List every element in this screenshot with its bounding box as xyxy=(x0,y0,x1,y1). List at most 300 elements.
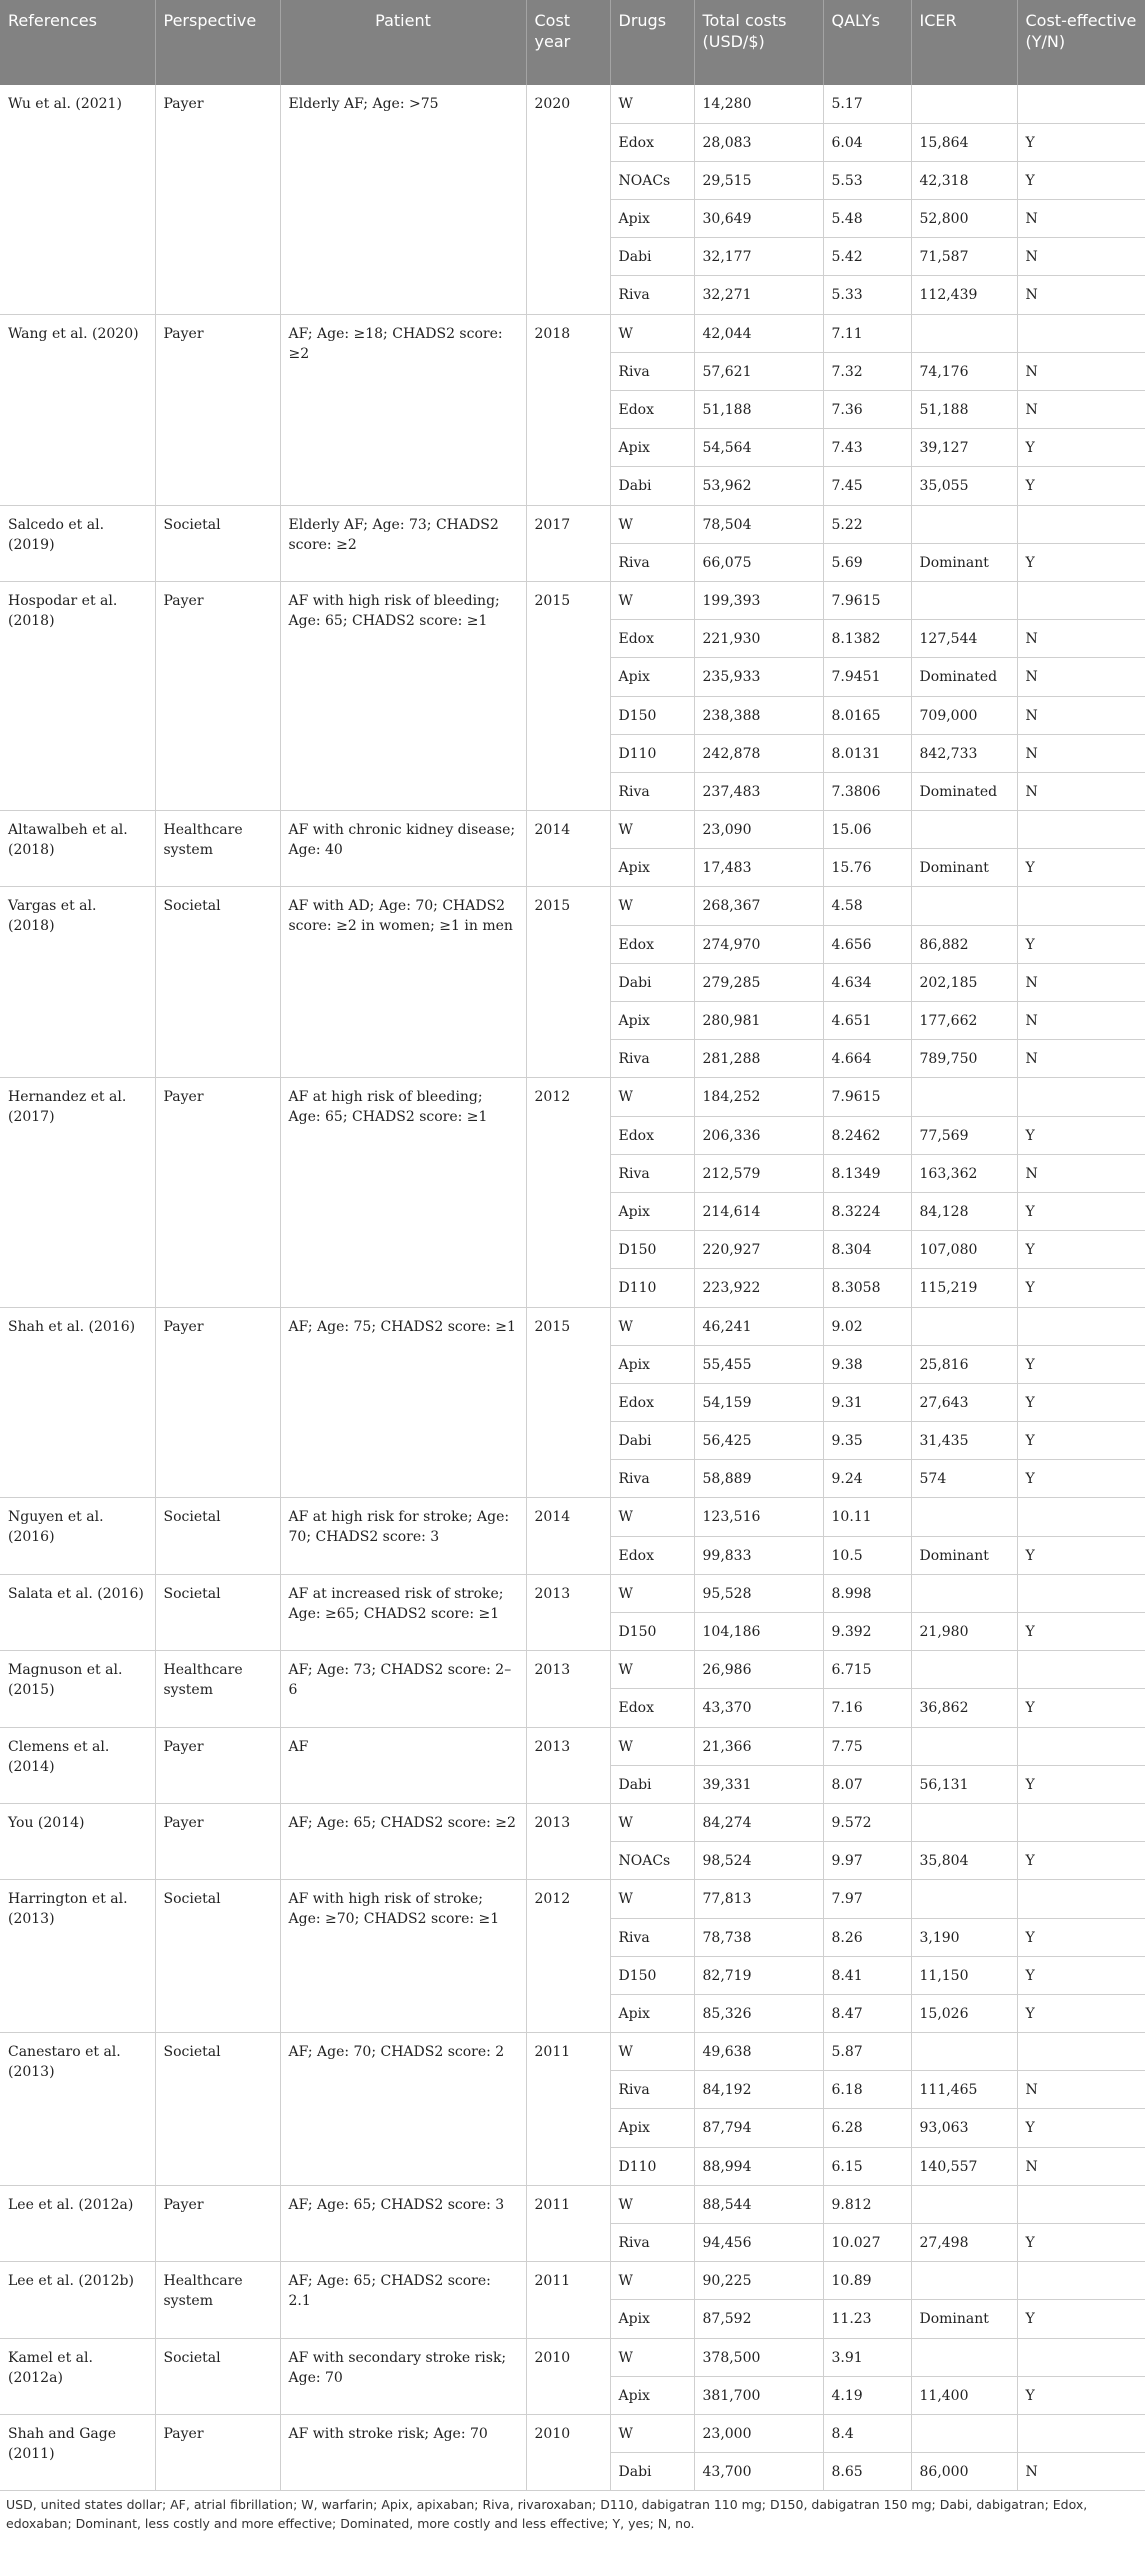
reference-cell: Clemens et al. (2014) xyxy=(0,1727,155,1803)
total-cost-cell: 238,388 xyxy=(694,696,823,734)
table-row xyxy=(0,2185,1145,2223)
qalys-cell: 8.26 xyxy=(823,1918,911,1956)
total-cost-cell: 88,994 xyxy=(694,2147,823,2185)
perspective-cell: Societal xyxy=(155,505,280,581)
patient-cell: AF with AD; Age: 70; CHADS2 score: ≥2 in women; ≥1 in men xyxy=(280,887,526,1078)
reference-cell: Vargas et al. (2018) xyxy=(0,887,155,1078)
total-cost-cell: 14,280 xyxy=(694,85,823,123)
qalys-cell: 8.1382 xyxy=(823,620,911,658)
header-drugs: Drugs xyxy=(610,0,694,85)
total-cost-cell: 87,794 xyxy=(694,2109,823,2147)
total-cost-cell: 214,614 xyxy=(694,1192,823,1230)
cost-effective-cell xyxy=(1017,1498,1145,1536)
total-cost-cell: 32,177 xyxy=(694,238,823,276)
icer-cell xyxy=(911,85,1017,123)
table-row xyxy=(0,314,1145,352)
total-cost-cell: 95,528 xyxy=(694,1574,823,1612)
drug-cell: Riva xyxy=(610,352,694,390)
drug-cell: Riva xyxy=(610,2071,694,2109)
header-cost-effective: Cost-effective (Y/N) xyxy=(1017,0,1145,85)
icer-cell: 51,188 xyxy=(911,391,1017,429)
total-cost-cell: 78,738 xyxy=(694,1918,823,1956)
perspective-cell: Payer xyxy=(155,1727,280,1803)
icer-cell xyxy=(911,2185,1017,2223)
icer-cell: 27,498 xyxy=(911,2224,1017,2262)
reference-cell: Lee et al. (2012a) xyxy=(0,2185,155,2261)
table-row xyxy=(0,85,1145,123)
total-cost-cell: 66,075 xyxy=(694,543,823,581)
drug-cell: Riva xyxy=(610,1918,694,1956)
cost-effective-cell xyxy=(1017,1651,1145,1689)
cost-effective-cell: N xyxy=(1017,1040,1145,1078)
icer-cell xyxy=(911,1803,1017,1841)
cost-year-cell: 2018 xyxy=(526,314,610,505)
drug-cell: Edox xyxy=(610,620,694,658)
drug-cell: Edox xyxy=(610,925,694,963)
total-cost-cell: 280,981 xyxy=(694,1002,823,1040)
drug-cell: W xyxy=(610,2262,694,2300)
cost-year-cell: 2013 xyxy=(526,1727,610,1803)
icer-cell: 36,862 xyxy=(911,1689,1017,1727)
cost-year-cell: 2013 xyxy=(526,1651,610,1727)
reference-cell: Salcedo et al. (2019) xyxy=(0,505,155,581)
qalys-cell: 4.651 xyxy=(823,1002,911,1040)
drug-cell: Riva xyxy=(610,543,694,581)
reference-cell: Altawalbeh et al. (2018) xyxy=(0,811,155,887)
header-qalys: QALYs xyxy=(823,0,911,85)
qalys-cell: 8.304 xyxy=(823,1231,911,1269)
icer-cell xyxy=(911,1498,1017,1536)
total-cost-cell: 28,083 xyxy=(694,123,823,161)
perspective-cell: Societal xyxy=(155,2338,280,2414)
patient-cell: AF with chronic kidney disease; Age: 40 xyxy=(280,811,526,887)
drug-cell: W xyxy=(610,1803,694,1841)
drug-cell: W xyxy=(610,505,694,543)
drug-cell: D110 xyxy=(610,1269,694,1307)
perspective-cell: Payer xyxy=(155,2185,280,2261)
perspective-cell: Societal xyxy=(155,1880,280,2033)
drug-cell: NOACs xyxy=(610,1842,694,1880)
total-cost-cell: 199,393 xyxy=(694,581,823,619)
drug-cell: D150 xyxy=(610,1613,694,1651)
icer-cell xyxy=(911,2033,1017,2071)
cost-effective-cell xyxy=(1017,1803,1145,1841)
icer-cell xyxy=(911,1574,1017,1612)
drug-cell: Apix xyxy=(610,2376,694,2414)
qalys-cell: 8.41 xyxy=(823,1956,911,1994)
drug-cell: Dabi xyxy=(610,238,694,276)
icer-cell: 56,131 xyxy=(911,1765,1017,1803)
icer-cell: Dominated xyxy=(911,772,1017,810)
qalys-cell: 8.3224 xyxy=(823,1192,911,1230)
icer-cell: 107,080 xyxy=(911,1231,1017,1269)
patient-cell: AF with high risk of bleeding; Age: 65; CHADS2 score: ≥1 xyxy=(280,581,526,810)
drug-cell: Riva xyxy=(610,1460,694,1498)
icer-cell: Dominant xyxy=(911,1536,1017,1574)
cost-effective-cell xyxy=(1017,1727,1145,1765)
patient-cell: Elderly AF; Age: 73; CHADS2 score: ≥2 xyxy=(280,505,526,581)
cost-year-cell: 2013 xyxy=(526,1574,610,1650)
cost-effective-cell xyxy=(1017,2338,1145,2376)
cost-effective-cell: Y xyxy=(1017,1269,1145,1307)
cost-effective-cell: Y xyxy=(1017,2300,1145,2338)
qalys-cell: 8.47 xyxy=(823,1994,911,2032)
icer-cell: 21,980 xyxy=(911,1613,1017,1651)
qalys-cell: 7.11 xyxy=(823,314,911,352)
table-header xyxy=(0,0,1145,85)
total-cost-cell: 43,700 xyxy=(694,2453,823,2491)
drug-cell: Dabi xyxy=(610,2453,694,2491)
cost-effective-cell: Y xyxy=(1017,1956,1145,1994)
patient-cell: AF at high risk of bleeding; Age: 65; CHADS2 score: ≥1 xyxy=(280,1078,526,1307)
drug-cell: Dabi xyxy=(610,963,694,1001)
drug-cell: Edox xyxy=(610,391,694,429)
total-cost-cell: 58,889 xyxy=(694,1460,823,1498)
drug-cell: Dabi xyxy=(610,467,694,505)
reference-cell: Harrington et al. (2013) xyxy=(0,1880,155,2033)
qalys-cell: 6.28 xyxy=(823,2109,911,2147)
qalys-cell: 8.4 xyxy=(823,2414,911,2452)
icer-cell: 15,864 xyxy=(911,123,1017,161)
total-cost-cell: 279,285 xyxy=(694,963,823,1001)
total-cost-cell: 57,621 xyxy=(694,352,823,390)
reference-cell: Magnuson et al. (2015) xyxy=(0,1651,155,1727)
qalys-cell: 9.31 xyxy=(823,1383,911,1421)
total-cost-cell: 90,225 xyxy=(694,2262,823,2300)
patient-cell: Elderly AF; Age: >75 xyxy=(280,85,526,314)
cost-effective-cell: N xyxy=(1017,238,1145,276)
icer-cell: 71,587 xyxy=(911,238,1017,276)
cost-year-cell: 2017 xyxy=(526,505,610,581)
qalys-cell: 7.32 xyxy=(823,352,911,390)
icer-cell xyxy=(911,2414,1017,2452)
header-total-costs: Total costs (USD/$) xyxy=(694,0,823,85)
cost-year-cell: 2015 xyxy=(526,581,610,810)
cost-effective-cell xyxy=(1017,85,1145,123)
cost-effective-cell: Y xyxy=(1017,2376,1145,2414)
patient-cell: AF; Age: 75; CHADS2 score: ≥1 xyxy=(280,1307,526,1498)
qalys-cell: 5.17 xyxy=(823,85,911,123)
total-cost-cell: 54,564 xyxy=(694,429,823,467)
perspective-cell: Payer xyxy=(155,1078,280,1307)
cost-year-cell: 2012 xyxy=(526,1078,610,1307)
cost-year-cell: 2014 xyxy=(526,1498,610,1574)
drug-cell: Edox xyxy=(610,1383,694,1421)
patient-cell: AF; Age: 73; CHADS2 score: 2–6 xyxy=(280,1651,526,1727)
qalys-cell: 7.75 xyxy=(823,1727,911,1765)
table-row xyxy=(0,2338,1145,2376)
table-row xyxy=(0,1498,1145,1536)
qalys-cell: 9.38 xyxy=(823,1345,911,1383)
qalys-cell: 10.11 xyxy=(823,1498,911,1536)
icer-cell xyxy=(911,887,1017,925)
qalys-cell: 4.664 xyxy=(823,1040,911,1078)
cost-effective-cell: N xyxy=(1017,963,1145,1001)
table-row xyxy=(0,1574,1145,1612)
cost-effective-cell: Y xyxy=(1017,1689,1145,1727)
cost-effective-cell: N xyxy=(1017,658,1145,696)
table-row xyxy=(0,2262,1145,2300)
total-cost-cell: 268,367 xyxy=(694,887,823,925)
table-row xyxy=(0,1727,1145,1765)
drug-cell: Apix xyxy=(610,1192,694,1230)
total-cost-cell: 381,700 xyxy=(694,2376,823,2414)
table-row xyxy=(0,1880,1145,1918)
total-cost-cell: 30,649 xyxy=(694,200,823,238)
drug-cell: W xyxy=(610,1574,694,1612)
cost-year-cell: 2013 xyxy=(526,1803,610,1879)
patient-cell: AF; Age: 70; CHADS2 score: 2 xyxy=(280,2033,526,2186)
perspective-cell: Societal xyxy=(155,2033,280,2186)
qalys-cell: 6.715 xyxy=(823,1651,911,1689)
perspective-cell: Payer xyxy=(155,2414,280,2490)
cost-year-cell: 2015 xyxy=(526,1307,610,1498)
drug-cell: Riva xyxy=(610,1154,694,1192)
total-cost-cell: 104,186 xyxy=(694,1613,823,1651)
drug-cell: Riva xyxy=(610,276,694,314)
total-cost-cell: 220,927 xyxy=(694,1231,823,1269)
drug-cell: W xyxy=(610,887,694,925)
qalys-cell: 7.36 xyxy=(823,391,911,429)
qalys-cell: 8.0165 xyxy=(823,696,911,734)
reference-cell: Wu et al. (2021) xyxy=(0,85,155,314)
qalys-cell: 6.04 xyxy=(823,123,911,161)
perspective-cell: Payer xyxy=(155,581,280,810)
total-cost-cell: 43,370 xyxy=(694,1689,823,1727)
drug-cell: W xyxy=(610,2185,694,2223)
drug-cell: W xyxy=(610,314,694,352)
cost-effective-cell: Y xyxy=(1017,1842,1145,1880)
total-cost-cell: 221,930 xyxy=(694,620,823,658)
qalys-cell: 8.2462 xyxy=(823,1116,911,1154)
total-cost-cell: 23,000 xyxy=(694,2414,823,2452)
icer-cell: 86,882 xyxy=(911,925,1017,963)
total-cost-cell: 84,192 xyxy=(694,2071,823,2109)
perspective-cell: Healthcare system xyxy=(155,1651,280,1727)
cost-year-cell: 2010 xyxy=(526,2414,610,2490)
icer-cell: Dominant xyxy=(911,543,1017,581)
reference-cell: Hernandez et al. (2017) xyxy=(0,1078,155,1307)
drug-cell: D150 xyxy=(610,1956,694,1994)
icer-cell: 11,400 xyxy=(911,2376,1017,2414)
qalys-cell: 7.9615 xyxy=(823,581,911,619)
icer-cell: 163,362 xyxy=(911,1154,1017,1192)
patient-cell: AF; Age: 65; CHADS2 score: 3 xyxy=(280,2185,526,2261)
header-perspective: Perspective xyxy=(155,0,280,85)
drug-cell: Dabi xyxy=(610,1422,694,1460)
cost-effective-cell: N xyxy=(1017,772,1145,810)
total-cost-cell: 39,331 xyxy=(694,1765,823,1803)
icer-cell: 86,000 xyxy=(911,2453,1017,2491)
cost-effective-cell: N xyxy=(1017,352,1145,390)
patient-cell: AF; Age: 65; CHADS2 score: ≥2 xyxy=(280,1803,526,1879)
qalys-cell: 7.9615 xyxy=(823,1078,911,1116)
cost-effective-cell: Y xyxy=(1017,161,1145,199)
drug-cell: Apix xyxy=(610,2109,694,2147)
cost-effective-cell: Y xyxy=(1017,1422,1145,1460)
icer-cell xyxy=(911,811,1017,849)
drug-cell: W xyxy=(610,2414,694,2452)
qalys-cell: 5.53 xyxy=(823,161,911,199)
cost-year-cell: 2010 xyxy=(526,2338,610,2414)
total-cost-cell: 42,044 xyxy=(694,314,823,352)
total-cost-cell: 281,288 xyxy=(694,1040,823,1078)
total-cost-cell: 85,326 xyxy=(694,1994,823,2032)
icer-cell xyxy=(911,1307,1017,1345)
icer-cell: 77,569 xyxy=(911,1116,1017,1154)
drug-cell: Apix xyxy=(610,849,694,887)
drug-cell: Apix xyxy=(610,1002,694,1040)
icer-cell: 93,063 xyxy=(911,2109,1017,2147)
cost-effective-cell: Y xyxy=(1017,1613,1145,1651)
drug-cell: W xyxy=(610,581,694,619)
patient-cell: AF at high risk for stroke; Age: 70; CHADS2 score: 3 xyxy=(280,1498,526,1574)
total-cost-cell: 223,922 xyxy=(694,1269,823,1307)
total-cost-cell: 82,719 xyxy=(694,1956,823,1994)
cost-year-cell: 2012 xyxy=(526,1880,610,2033)
qalys-cell: 3.91 xyxy=(823,2338,911,2376)
cost-effective-cell: N xyxy=(1017,2453,1145,2491)
total-cost-cell: 49,638 xyxy=(694,2033,823,2071)
cost-effective-cell xyxy=(1017,2414,1145,2452)
icer-cell: 842,733 xyxy=(911,734,1017,772)
perspective-cell: Societal xyxy=(155,1498,280,1574)
icer-cell: 35,055 xyxy=(911,467,1017,505)
icer-cell: 177,662 xyxy=(911,1002,1017,1040)
reference-cell: Wang et al. (2020) xyxy=(0,314,155,505)
drug-cell: D110 xyxy=(610,734,694,772)
reference-cell: Shah and Gage (2011) xyxy=(0,2414,155,2490)
drug-cell: W xyxy=(610,1498,694,1536)
icer-cell: 202,185 xyxy=(911,963,1017,1001)
icer-cell: 74,176 xyxy=(911,352,1017,390)
perspective-cell: Payer xyxy=(155,1803,280,1879)
drug-cell: D150 xyxy=(610,696,694,734)
total-cost-cell: 235,933 xyxy=(694,658,823,696)
cost-year-cell: 2011 xyxy=(526,2185,610,2261)
qalys-cell: 9.24 xyxy=(823,1460,911,1498)
cost-effective-cell: N xyxy=(1017,2147,1145,2185)
cost-year-cell: 2020 xyxy=(526,85,610,314)
icer-cell xyxy=(911,1651,1017,1689)
total-cost-cell: 56,425 xyxy=(694,1422,823,1460)
icer-cell xyxy=(911,2262,1017,2300)
icer-cell xyxy=(911,314,1017,352)
icer-cell: 127,544 xyxy=(911,620,1017,658)
total-cost-cell: 88,544 xyxy=(694,2185,823,2223)
reference-cell: Salata et al. (2016) xyxy=(0,1574,155,1650)
qalys-cell: 5.42 xyxy=(823,238,911,276)
cost-effective-cell: Y xyxy=(1017,1460,1145,1498)
total-cost-cell: 237,483 xyxy=(694,772,823,810)
cost-effective-cell xyxy=(1017,811,1145,849)
table-row xyxy=(0,1651,1145,1689)
total-cost-cell: 26,986 xyxy=(694,1651,823,1689)
qalys-cell: 4.58 xyxy=(823,887,911,925)
header-patient: Patient xyxy=(280,0,526,85)
total-cost-cell: 206,336 xyxy=(694,1116,823,1154)
cost-effective-cell xyxy=(1017,1307,1145,1345)
qalys-cell: 5.48 xyxy=(823,200,911,238)
total-cost-cell: 94,456 xyxy=(694,2224,823,2262)
total-cost-cell: 21,366 xyxy=(694,1727,823,1765)
table-row xyxy=(0,1078,1145,1116)
icer-cell: 709,000 xyxy=(911,696,1017,734)
total-cost-cell: 53,962 xyxy=(694,467,823,505)
icer-cell xyxy=(911,1078,1017,1116)
drug-cell: Apix xyxy=(610,200,694,238)
qalys-cell: 9.392 xyxy=(823,1613,911,1651)
drug-cell: Apix xyxy=(610,1345,694,1383)
qalys-cell: 10.89 xyxy=(823,2262,911,2300)
perspective-cell: Healthcare system xyxy=(155,811,280,887)
qalys-cell: 5.22 xyxy=(823,505,911,543)
icer-cell: 111,465 xyxy=(911,2071,1017,2109)
perspective-cell: Payer xyxy=(155,1307,280,1498)
qalys-cell: 11.23 xyxy=(823,2300,911,2338)
cost-effective-cell: N xyxy=(1017,200,1145,238)
total-cost-cell: 51,188 xyxy=(694,391,823,429)
cost-effective-cell: N xyxy=(1017,2071,1145,2109)
reference-cell: Hospodar et al. (2018) xyxy=(0,581,155,810)
qalys-cell: 4.19 xyxy=(823,2376,911,2414)
icer-cell xyxy=(911,505,1017,543)
total-cost-cell: 32,271 xyxy=(694,276,823,314)
qalys-cell: 10.5 xyxy=(823,1536,911,1574)
qalys-cell: 5.69 xyxy=(823,543,911,581)
qalys-cell: 8.0131 xyxy=(823,734,911,772)
header-icer: ICER xyxy=(911,0,1017,85)
qalys-cell: 8.07 xyxy=(823,1765,911,1803)
table-row xyxy=(0,887,1145,925)
drug-cell: NOACs xyxy=(610,161,694,199)
cost-effective-cell: N xyxy=(1017,734,1145,772)
qalys-cell: 15.76 xyxy=(823,849,911,887)
cost-effective-cell: Y xyxy=(1017,1536,1145,1574)
cost-effective-cell: Y xyxy=(1017,429,1145,467)
icer-cell: 112,439 xyxy=(911,276,1017,314)
drug-cell: Edox xyxy=(610,1116,694,1154)
cost-year-cell: 2014 xyxy=(526,811,610,887)
header-references: References xyxy=(0,0,155,85)
qalys-cell: 7.43 xyxy=(823,429,911,467)
icer-cell: 11,150 xyxy=(911,1956,1017,1994)
drug-cell: D150 xyxy=(610,1231,694,1269)
cost-effective-cell xyxy=(1017,2262,1145,2300)
drug-cell: Apix xyxy=(610,1994,694,2032)
table-footnote: USD, united states dollar; AF, atrial fibrillation; W, warfarin; Apix, apixaban; Riva, rivaroxaban; D110, dabigatran 110 mg; D150, dabigatran 150 mg; Dabi, dabigatran; Edox, edoxaban; Dominant, less costly and more effective; Dominated, more costly and less effective; Y, yes; N, no. xyxy=(6,2497,1088,2532)
qalys-cell: 6.15 xyxy=(823,2147,911,2185)
perspective-cell: Payer xyxy=(155,314,280,505)
drug-cell: Dabi xyxy=(610,1765,694,1803)
reference-cell: Canestaro et al. (2013) xyxy=(0,2033,155,2186)
patient-cell: AF with secondary stroke risk; Age: 70 xyxy=(280,2338,526,2414)
patient-cell: AF with stroke risk; Age: 70 xyxy=(280,2414,526,2490)
icer-cell: 27,643 xyxy=(911,1383,1017,1421)
qalys-cell: 7.45 xyxy=(823,467,911,505)
reference-cell: You (2014) xyxy=(0,1803,155,1879)
cost-effective-cell: Y xyxy=(1017,1231,1145,1269)
drug-cell: Edox xyxy=(610,123,694,161)
drug-cell: Apix xyxy=(610,658,694,696)
table-row xyxy=(0,811,1145,849)
cost-effective-cell: Y xyxy=(1017,1345,1145,1383)
total-cost-cell: 54,159 xyxy=(694,1383,823,1421)
patient-cell: AF; Age: 65; CHADS2 score: 2.1 xyxy=(280,2262,526,2338)
icer-cell: 35,804 xyxy=(911,1842,1017,1880)
table-row xyxy=(0,2414,1145,2452)
perspective-cell: Societal xyxy=(155,1574,280,1650)
